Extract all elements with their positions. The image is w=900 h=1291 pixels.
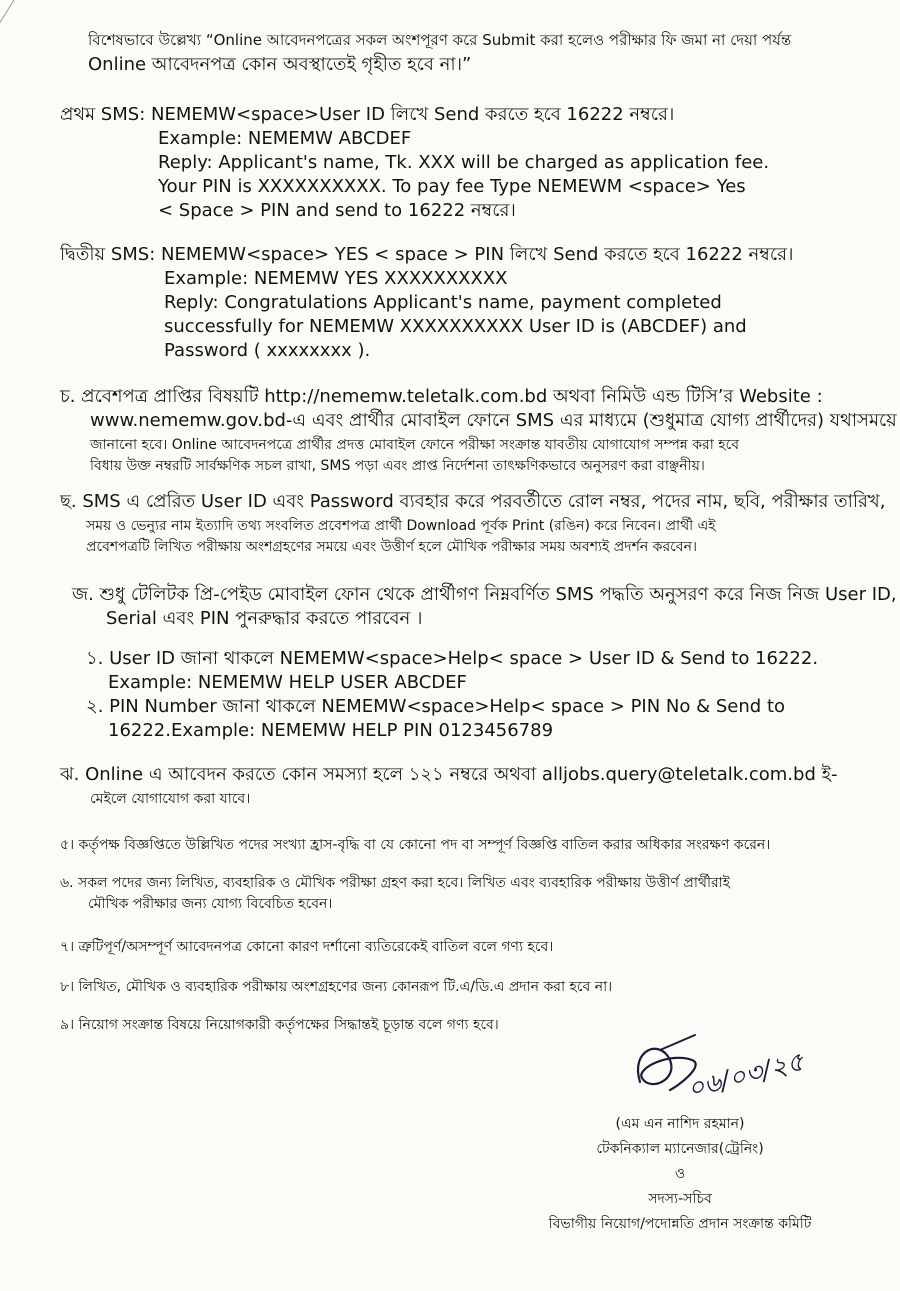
sms-first-reply: Reply: Applicant's name, Tk. XXX will be charged as application fee.	[158, 152, 770, 173]
ja-line-2: Serial এবং PIN পুনরুদ্ধার করতে পারবেন ।	[106, 608, 423, 629]
sms-first-example: Example: NEMEMW ABCDEF	[158, 128, 412, 149]
item-8-text: ৮। লিখিত, মৌখিক ও ব্যবহারিক পরীক্ষায় অংশগ্রহণের জন্য কোনরূপ টি.এ/ডি.এ প্রদান করা হবে না।	[60, 979, 613, 995]
item-6-line-1: ৬. সকল পদের জন্য লিখিত, ব্যবহারিক ও মৌখিক পরীক্ষা গ্রহণ করা হবে। লিখিত এবং ব্যবহারিক পরীক্ষায় উত্তীর্ণ প্রার্থীরাই	[60, 875, 731, 891]
jha-line-2: মেইলে যোগাযোগ করা যাবে।	[90, 791, 251, 807]
chha-line-2: সময় ও ভেন্যুর নাম ইত্যাদি তথ্য সংবলিত প্রবেশপত্র প্রার্থী Download পূর্বক Print (রঙিন) করে নিবেন। প্রার্থী এই	[86, 518, 716, 534]
intro-line-2: Online আবেদনপত্র কোন অবস্থাতেই গৃহীত হবে না।”	[88, 54, 472, 75]
signatory-block	[510, 1112, 850, 1237]
ja-item-2-line-1: ২. PIN Number জানা থাকলে NEMEMW<space>Help< space > PIN No & Send to	[86, 696, 786, 717]
sms-second-line-1: দ্বিতীয় SMS: NEMEMW<space> YES < space > PIN লিখে Send করতে হবে 16222 নম্বরে।	[60, 244, 794, 265]
signatory-name: (এম এন নাশিদ রহমান)	[615, 1116, 745, 1132]
signatory-designation: টেকনিক্যাল ম্যানেজার(ট্রেনিং)	[596, 1141, 764, 1157]
cha-line-4: বিধায় উক্ত নম্বরটি সার্বক্ষণিক সচল রাখা, SMS পড়া এবং প্রাপ্ত নির্দেশনা তাৎক্ষণিকভাবে অনুসরণ করা বাঞ্ছনীয়।	[90, 458, 705, 474]
signatory-role: সদস্য-সচিব	[648, 1191, 712, 1207]
cha-line-1: চ. প্রবেশপত্র প্রাপ্তির বিষয়টি http://nememw.teletalk.com.bd অথবা নিমিউ এন্ড টিসি’র Website :	[60, 386, 823, 407]
sms-second-password: Password ( xxxxxxxx ).	[164, 340, 371, 361]
ja-item-1-line-2: Example: NEMEMW HELP USER ABCDEF	[108, 672, 467, 693]
item-7-text: ৭। ত্রুটিপূর্ণ/অসম্পূর্ণ আবেদনপত্র কোনো কারণ দর্শানো ব্যতিরেকেই বাতিল বলে গণ্য হবে।	[60, 939, 554, 955]
sms-first-send: < Space > PIN and send to 16222 নম্বরে।	[158, 200, 516, 221]
item-6-line-2: মৌখিক পরীক্ষার জন্য যোগ্য বিবেচিত হবেন।	[88, 896, 333, 912]
ja-line-1: জ. শুধু টেলিটক প্রি-পেইড মোবাইল ফোন থেকে প্রার্থীগণ নিম্নবর্ণিত SMS পদ্ধতি অনুসরণ করে নিজ নিজ User ID,	[72, 584, 897, 605]
chha-line-1: ছ. SMS এ প্রেরিত User ID এবং Password ব্যবহার করে পরবর্তীতে রোল নম্বর, পদের নাম, ছবি, পরীক্ষার তারিখ,	[60, 491, 886, 512]
intro-line-1: বিশেষভাবে উল্লেখ্য “Online আবেদনপত্রের সকল অংশপূরণ করে Submit করা হলেও পরীক্ষার ফি জমা না দেয়া পর্যন্ত	[88, 31, 792, 49]
intro-note	[88, 30, 888, 77]
sms-first-pin: Your PIN is XXXXXXXXXX. To pay fee Type NEMEWM <space> Yes	[158, 176, 746, 197]
item-5-text: ৫। কর্তৃপক্ষ বিজ্ঞপ্তিতে উল্লিখিত পদের সংখ্যা হ্রাস-বৃদ্ধি বা যে কোনো পদ বা সম্পূর্ণ বিজ্ঞপ্তি বাতিল করার অধিকার সংরক্ষণ করেন।	[60, 837, 771, 853]
sms-second-success: successfully for NEMEMW XXXXXXXXXX User ID is (ABCDEF) and	[164, 316, 747, 337]
section-chha	[60, 490, 886, 558]
cha-line-3: জানানো হবে। Online আবেদনপত্রে প্রার্থীর প্রদত্ত মোবাইল ফোনে পরীক্ষা সংক্রান্ত যাবতীয় যোগাযোগ সম্পন্ন করা হবে	[90, 437, 740, 453]
signature-date: ০৬/০৩/২৫	[684, 1046, 808, 1105]
ja-item-1-line-1: ১. User ID জানা থাকলে NEMEMW<space>Help< space > User ID & Send to 16222.	[86, 648, 819, 669]
signatory-committee: বিভাগীয় নিয়োগ/পদোন্নতি প্রদান সংক্রান্ত কমিটি	[548, 1216, 812, 1232]
sms-first-line-1: প্রথম SMS: NEMEMW<space>User ID লিখে Send করতে হবে 16222 নম্বরে।	[60, 104, 675, 125]
signature-drawing	[520, 1030, 840, 1110]
section-jha	[60, 763, 860, 810]
item-7	[60, 937, 860, 958]
sms-second-reply: Reply: Congratulations Applicant's name, payment completed	[164, 292, 722, 313]
cha-line-2: www.nememw.gov.bd-এ এবং প্রার্থীর মোবাইল ফোনে SMS এর মাধ্যমে (শুধুমাত্র যোগ্য প্রার্থীদের) যথাসময়ে	[90, 410, 897, 431]
item-9-text: ৯। নিয়োগ সংক্রান্ত বিষয়ে নিয়োগকারী কর্তৃপক্ষের সিদ্ধান্তই চূড়ান্ত বলে গণ্য হবে।	[60, 1017, 499, 1033]
item-8	[60, 977, 860, 998]
item-5	[60, 835, 860, 856]
section-ja	[72, 583, 897, 743]
jha-line-1: ঝ. Online এ আবেদন করতে কোন সমস্যা হলে ১২১ নম্বরে অথবা alljobs.query@teletalk.com.bd ই-	[60, 764, 838, 785]
section-cha	[60, 385, 897, 477]
handwritten-signature	[520, 1030, 840, 1110]
item-6	[60, 873, 860, 915]
sms-first-block	[60, 103, 860, 223]
sms-second-block	[60, 243, 860, 363]
sms-second-example: Example: NEMEMW YES XXXXXXXXXX	[164, 268, 508, 289]
chha-line-3: প্রবেশপত্রটি লিখিত পরীক্ষায় অংশগ্রহণের সময়ে এবং উত্তীর্ণ হলে মৌখিক পরীক্ষার সময় অবশ্যই প্রদর্শন করবেন।	[86, 539, 697, 555]
signatory-conjunction: ও	[674, 1166, 686, 1182]
ja-item-2-line-2: 16222.Example: NEMEMW HELP PIN 0123456789	[108, 720, 554, 741]
page-fold-line	[0, 0, 55, 71]
